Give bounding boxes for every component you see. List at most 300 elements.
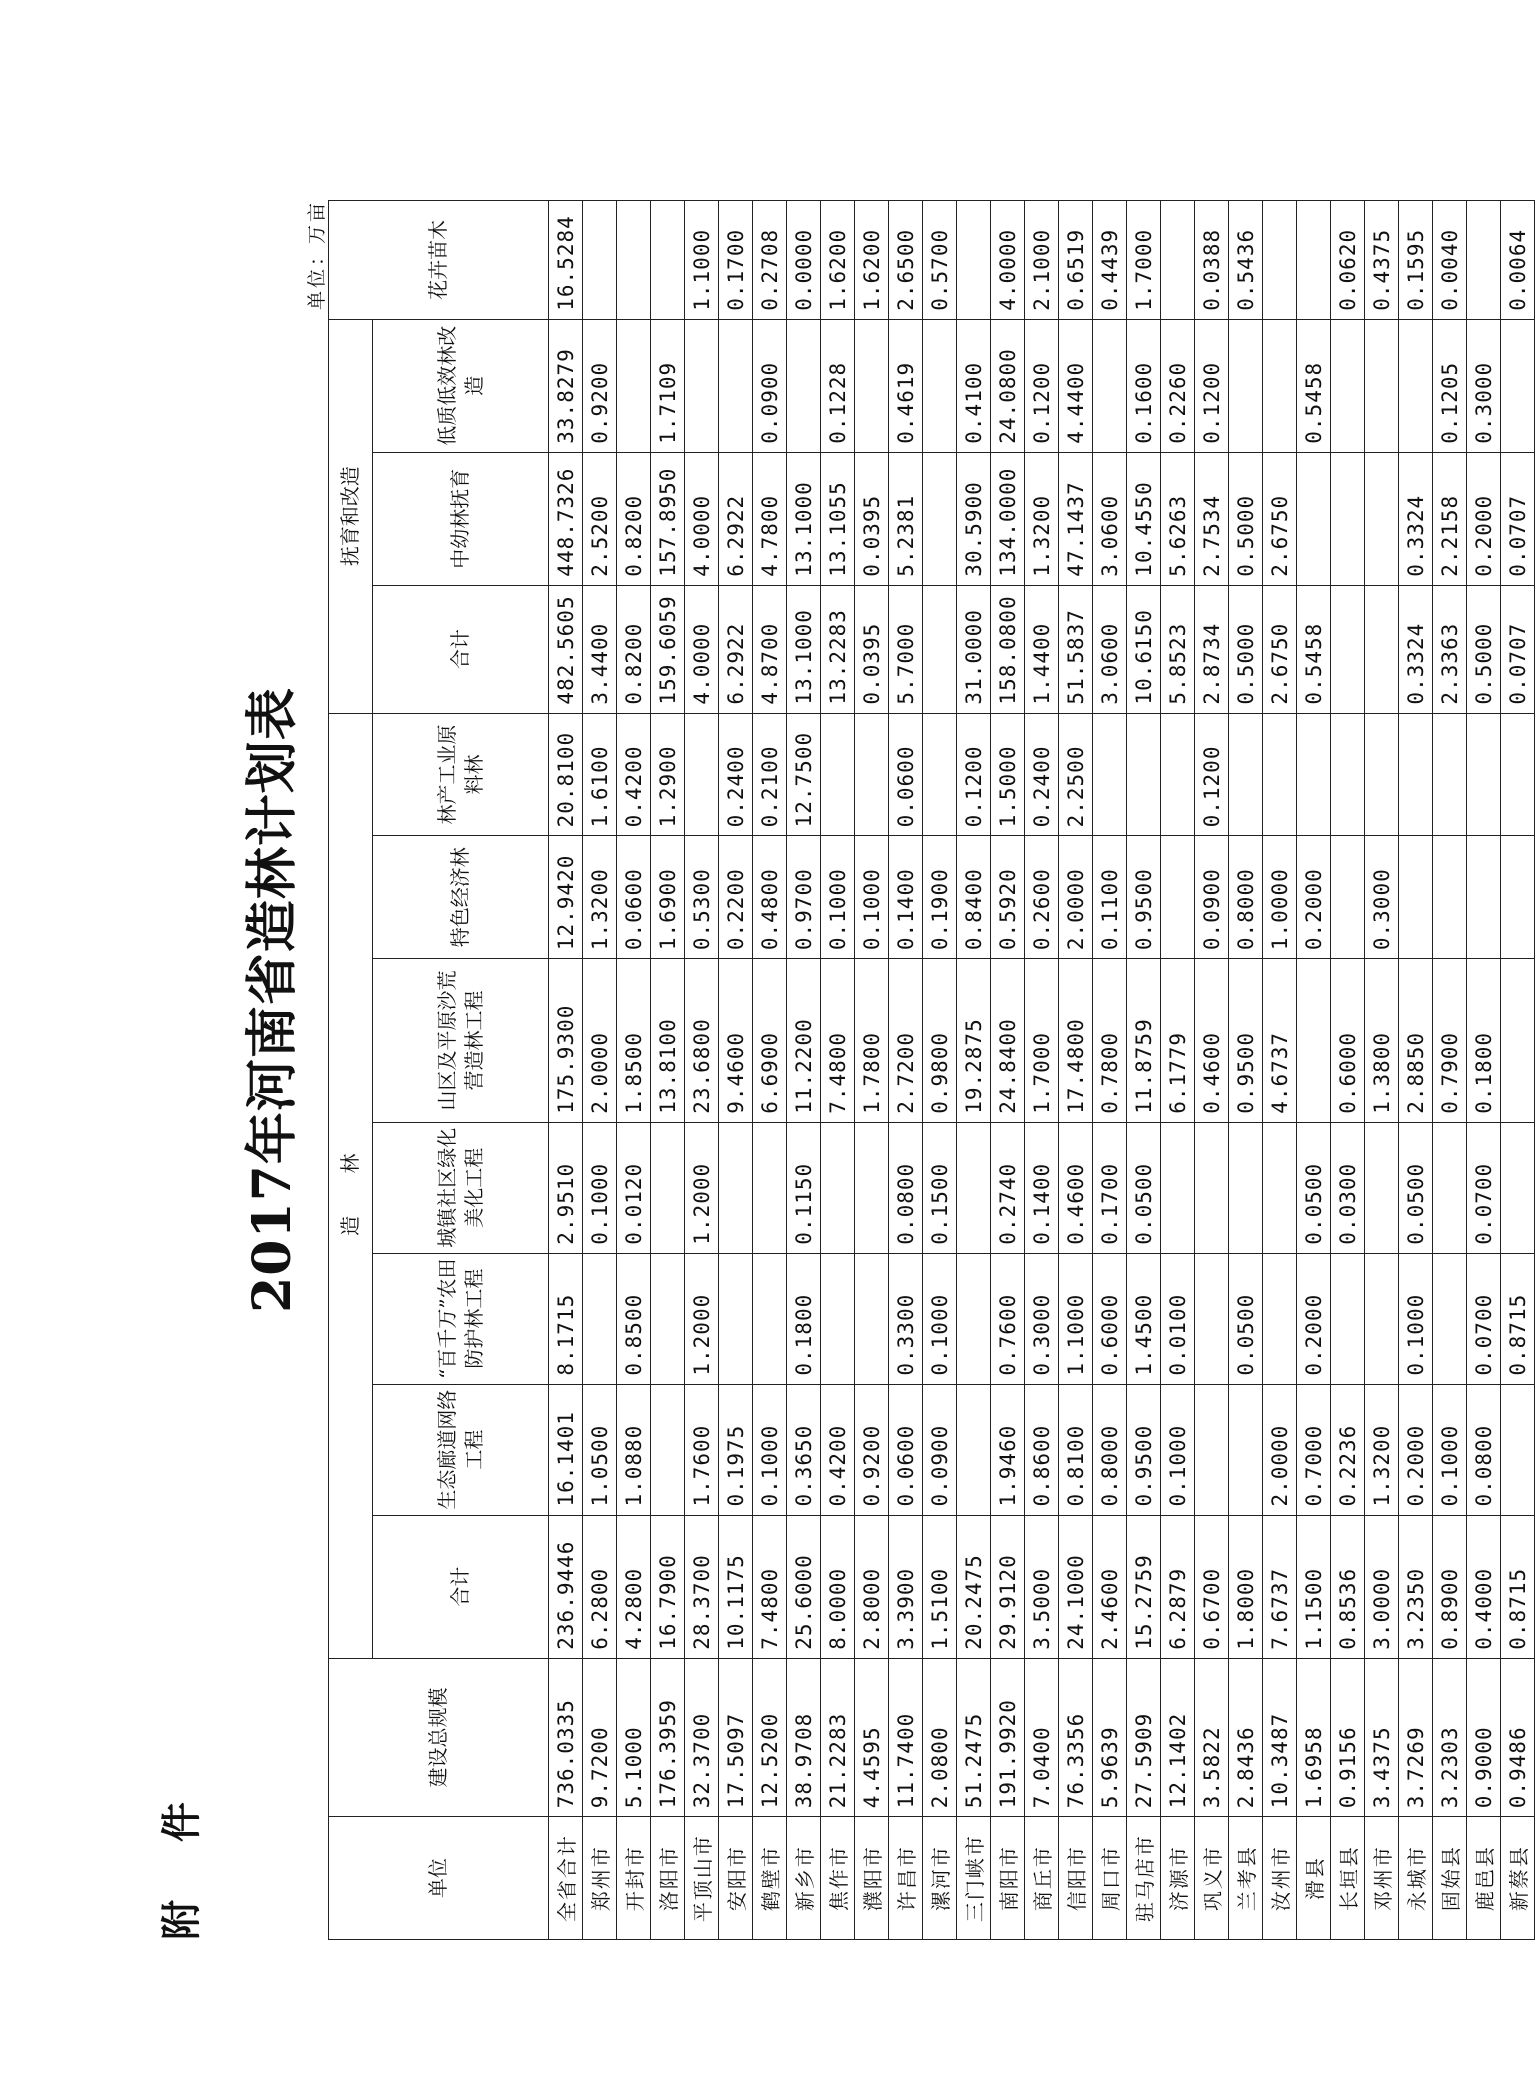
table-cell: 0.8100 [1059,1384,1093,1515]
table-cell: 0.1100 [1093,836,1127,959]
table-cell: 0.5920 [991,836,1025,959]
row-unit-name: 安阳市 [719,1817,753,1940]
table-cell: 2.0000 [583,959,617,1123]
table-cell: 3.4375 [1365,1658,1399,1817]
table-row [1433,201,1467,1940]
table-cell: 0.1595 [1399,201,1433,320]
table-cell: 0.3650 [787,1384,821,1515]
table-cell: 6.2922 [719,452,753,585]
table-cell: 0.8536 [1331,1515,1365,1658]
table-cell: 12.9420 [549,836,583,959]
row-unit-name: 新蔡县 [1501,1817,1535,1940]
table-cell: 1.0500 [583,1384,617,1515]
table-cell: 236.9446 [549,1515,583,1658]
table-cell: 51.2475 [957,1658,991,1817]
table-cell: 0.1000 [753,1384,787,1515]
table-cell [1161,201,1195,320]
table-cell: 3.3900 [889,1515,923,1658]
table-cell: 47.1437 [1059,452,1093,585]
table-cell: 0.0707 [1501,452,1535,585]
table-cell: 0.7000 [1297,1384,1331,1515]
table-cell: 0.0900 [753,319,787,452]
table-cell: 13.1055 [821,452,855,585]
table-cell: 8.0000 [821,1515,855,1658]
table-cell: 0.8400 [957,836,991,959]
table-cell: 2.6750 [1263,452,1297,585]
table-cell: 0.5300 [685,836,719,959]
table-cell: 0.4375 [1365,201,1399,320]
table-cell: 4.4595 [855,1658,889,1817]
table-cell: 191.9920 [991,1658,1025,1817]
table-row [685,201,719,1940]
table-cell: 12.1402 [1161,1658,1195,1817]
table-row [1297,201,1331,1940]
table-cell [957,1253,991,1384]
table-cell: 1.7600 [685,1384,719,1515]
header-total-scale: 建设总规模 [329,1658,549,1817]
table-cell: 0.2000 [1467,452,1501,585]
table-cell [1365,1253,1399,1384]
table-row [1501,201,1535,1940]
table-row [719,201,753,1940]
table-row [923,201,957,1940]
table-cell: 0.8200 [617,585,651,713]
table-cell: 20.8100 [549,713,583,836]
table-cell [1365,585,1399,713]
table-cell: 24.0800 [991,319,1025,452]
table-cell: 0.2708 [753,201,787,320]
table-cell: 0.0900 [1195,836,1229,959]
table-cell: 0.1000 [1433,1384,1467,1515]
table-cell: 0.4619 [889,319,923,452]
table-cell: 6.2922 [719,585,753,713]
table-cell: 0.5000 [1467,585,1501,713]
table-cell: 13.1000 [787,585,821,713]
table-cell: 16.5284 [549,201,583,320]
table-cell: 0.1400 [889,836,923,959]
table-cell [1297,452,1331,585]
table-cell: 0.8000 [1093,1384,1127,1515]
table-cell: 1.0880 [617,1384,651,1515]
table-cell: 2.6500 [889,201,923,320]
table-cell: 3.5822 [1195,1658,1229,1817]
table-cell: 0.3324 [1399,585,1433,713]
table-cell: 0.1000 [855,836,889,959]
header-unit: 单位 [329,1817,549,1940]
table-cell [923,319,957,452]
table-cell: 0.0700 [1467,1122,1501,1253]
table-cell: 0.2000 [1399,1384,1433,1515]
row-unit-name: 许昌市 [889,1817,923,1940]
table-cell [1331,452,1365,585]
table-cell [719,319,753,452]
table-cell [651,1122,685,1253]
row-unit-name: 驻马店市 [1127,1817,1161,1940]
table-cell: 1.1000 [1059,1253,1093,1384]
table-cell [1195,1253,1229,1384]
table-cell: 0.2236 [1331,1384,1365,1515]
table-cell: 10.3487 [1263,1658,1297,1817]
table-cell: 157.8950 [651,452,685,585]
table-row [617,201,651,1940]
table-cell: 1.4400 [1025,585,1059,713]
table-cell: 0.0600 [889,1384,923,1515]
table-cell: 0.9200 [583,319,617,452]
table-row [1263,201,1297,1940]
table-row [821,201,855,1940]
table-row [1467,201,1501,1940]
table-cell: 24.1000 [1059,1515,1093,1658]
table-cell [1161,836,1195,959]
table-cell: 1.7000 [1025,959,1059,1123]
table-cell [821,1122,855,1253]
table-cell: 0.7600 [991,1253,1025,1384]
table-cell: 2.7200 [889,959,923,1123]
row-unit-name: 汝州市 [1263,1817,1297,1940]
table-cell: 1.1000 [685,201,719,320]
table-cell: 0.0620 [1331,201,1365,320]
table-cell: 7.6737 [1263,1515,1297,1658]
table-cell: 0.8000 [1229,836,1263,959]
table-cell: 38.9708 [787,1658,821,1817]
table-cell: 1.4500 [1127,1253,1161,1384]
table-cell [753,1122,787,1253]
table-cell: 0.9000 [1467,1658,1501,1817]
table-cell: 2.8850 [1399,959,1433,1123]
table-cell: 0.2000 [1297,836,1331,959]
table-cell: 0.0100 [1161,1253,1195,1384]
table-cell [1331,585,1365,713]
table-cell [1501,319,1535,452]
table-cell: 1.1500 [1297,1515,1331,1658]
table-cell: 1.2000 [685,1253,719,1384]
row-unit-name: 郑州市 [583,1817,617,1940]
table-cell: 0.0000 [787,201,821,320]
table-row [787,201,821,1940]
table-cell: 736.0335 [549,1658,583,1817]
table-cell: 0.1200 [1025,319,1059,452]
table-cell: 0.4439 [1093,201,1127,320]
table-cell: 0.4000 [1467,1515,1501,1658]
table-cell: 0.0500 [1399,1122,1433,1253]
table-cell [1229,319,1263,452]
table-cell: 6.2879 [1161,1515,1195,1658]
table-row [957,201,991,1940]
table-cell: 0.9500 [1127,836,1161,959]
table-cell: 0.5000 [1229,585,1263,713]
table-cell [1229,1122,1263,1253]
table-cell: 17.4800 [1059,959,1093,1123]
table-cell [719,1122,753,1253]
table-cell [855,1253,889,1384]
table-cell [1399,319,1433,452]
table-cell: 0.4600 [1195,959,1229,1123]
table-cell [1229,1384,1263,1515]
table-cell [1161,1122,1195,1253]
table-cell [651,1253,685,1384]
table-cell: 11.8759 [1127,959,1161,1123]
table-row [549,201,583,1940]
table-cell: 0.1150 [787,1122,821,1253]
table-cell: 0.2600 [1025,836,1059,959]
row-unit-name: 濮阳市 [855,1817,889,1940]
table-cell [1161,713,1195,836]
table-cell: 482.5605 [549,585,583,713]
table-cell: 4.0000 [991,201,1025,320]
table-cell [583,201,617,320]
table-cell: 3.2303 [1433,1658,1467,1817]
table-cell [1195,1384,1229,1515]
row-unit-name: 三门峡市 [957,1817,991,1940]
table-cell: 1.2000 [685,1122,719,1253]
table-row [1161,201,1195,1940]
table-cell: 0.7800 [1093,959,1127,1123]
row-unit-name: 开封市 [617,1817,651,1940]
table-cell: 0.2100 [753,713,787,836]
table-cell [1263,201,1297,320]
table-cell: 0.9500 [1229,959,1263,1123]
attachment-label: 附 件 [158,1780,205,1940]
table-cell: 448.7326 [549,452,583,585]
table-cell: 0.7900 [1433,959,1467,1123]
table-cell: 0.0395 [855,585,889,713]
table-cell: 4.6737 [1263,959,1297,1123]
table-cell: 0.8715 [1501,1253,1535,1384]
table-cell: 5.9639 [1093,1658,1127,1817]
table-cell: 0.1000 [923,1253,957,1384]
table-cell: 0.1000 [583,1122,617,1253]
header-urban-greening: 城镇社区绿化美化工程 [373,1122,549,1253]
table-cell [1263,713,1297,836]
table-cell: 0.0395 [855,452,889,585]
table-cell [787,319,821,452]
table-cell: 31.0000 [957,585,991,713]
table-cell [855,319,889,452]
table-cell: 0.0388 [1195,201,1229,320]
row-unit-name: 信阳市 [1059,1817,1093,1940]
table-cell: 7.0400 [1025,1658,1059,1817]
header-economic-forest: 特色经济林 [373,836,549,959]
table-cell: 25.6000 [787,1515,821,1658]
table-cell: 0.1000 [1161,1384,1195,1515]
afforestation-plan-table [328,200,1535,1940]
table-row [1195,201,1229,1940]
table-cell: 16.1401 [549,1384,583,1515]
table-cell: 0.2000 [1297,1253,1331,1384]
table-cell: 0.1200 [1195,713,1229,836]
table-cell: 6.1779 [1161,959,1195,1123]
table-cell [583,1253,617,1384]
table-cell [753,1253,787,1384]
table-cell: 1.7800 [855,959,889,1123]
table-cell [1433,1122,1467,1253]
row-unit-name: 邓州市 [1365,1817,1399,1940]
table-cell [1331,713,1365,836]
header-tending-group: 抚育和改造 [329,319,373,713]
table-cell: 0.0300 [1331,1122,1365,1253]
table-cell [1195,1122,1229,1253]
table-cell: 0.6700 [1195,1515,1229,1658]
table-cell [1263,319,1297,452]
table-cell: 1.6958 [1297,1658,1331,1817]
header-mountain-plain: 山区及平原沙荒营造林工程 [373,959,549,1123]
table-cell: 0.6000 [1331,959,1365,1123]
table-cell: 0.0040 [1433,201,1467,320]
table-cell: 1.5100 [923,1515,957,1658]
table-cell: 0.1800 [787,1253,821,1384]
table-cell: 0.5000 [1229,452,1263,585]
table-cell: 1.6900 [651,836,685,959]
row-unit-name: 漯河市 [923,1817,957,1940]
table-cell: 3.0600 [1093,585,1127,713]
table-cell: 0.0120 [617,1122,651,1253]
table-cell: 2.1000 [1025,201,1059,320]
row-unit-name: 全省合计 [549,1817,583,1940]
table-cell: 6.6900 [753,959,787,1123]
table-cell: 0.0600 [889,713,923,836]
header-tend-total: 合计 [373,585,549,713]
row-unit-name: 长垣县 [1331,1817,1365,1940]
table-cell: 0.6000 [1093,1253,1127,1384]
table-cell [1093,713,1127,836]
table-cell: 159.6059 [651,585,685,713]
table-cell: 3.2350 [1399,1515,1433,1658]
table-cell [1501,713,1535,836]
table-cell: 0.8200 [617,452,651,585]
table-cell: 0.5436 [1229,201,1263,320]
table-row [1127,201,1161,1940]
table-cell: 0.0500 [1127,1122,1161,1253]
table-cell: 0.1200 [1195,319,1229,452]
table-cell: 0.3000 [1025,1253,1059,1384]
table-cell: 1.8000 [1229,1515,1263,1658]
table-cell: 0.6519 [1059,201,1093,320]
table-cell: 0.9700 [787,836,821,959]
table-cell: 0.1600 [1127,319,1161,452]
table-row [991,201,1025,1940]
table-cell: 5.1000 [617,1658,651,1817]
table-cell: 1.0000 [1263,836,1297,959]
header-young-forest-tending: 中幼林抚育 [373,452,549,585]
table-cell [1331,836,1365,959]
table-cell: 0.1205 [1433,319,1467,452]
table-cell [1433,836,1467,959]
table-cell: 2.6750 [1263,585,1297,713]
header-flower-seedling: 花卉苗木 [329,201,549,320]
table-cell: 2.0000 [1059,836,1093,959]
table-cell: 2.5200 [583,452,617,585]
row-unit-name: 滑县 [1297,1817,1331,1940]
table-cell [957,201,991,320]
header-eco-corridor: 生态廊道网络工程 [373,1384,549,1515]
row-unit-name: 鹿邑县 [1467,1817,1501,1940]
row-unit-name: 永城市 [1399,1817,1433,1940]
table-cell: 12.7500 [787,713,821,836]
table-cell: 1.3800 [1365,959,1399,1123]
table-row [651,201,685,1940]
table-cell: 0.2400 [719,713,753,836]
table-cell: 17.5097 [719,1658,753,1817]
table-cell: 0.8600 [1025,1384,1059,1515]
table-row [1365,201,1399,1940]
table-cell: 5.2381 [889,452,923,585]
table-cell [1399,836,1433,959]
table-cell [617,319,651,452]
table-cell: 4.4400 [1059,319,1093,452]
table-cell: 24.8400 [991,959,1025,1123]
table-cell: 5.7000 [889,585,923,713]
row-unit-name: 固始县 [1433,1817,1467,1940]
table-cell [719,1253,753,1384]
table-cell [685,319,719,452]
table-cell: 0.3300 [889,1253,923,1384]
table-cell: 1.6100 [583,713,617,836]
table-cell: 13.1000 [787,452,821,585]
table-cell: 2.9510 [549,1122,583,1253]
table-cell [957,1122,991,1253]
table-cell: 175.9300 [549,959,583,1123]
table-row [1093,201,1127,1940]
table-cell: 20.2475 [957,1515,991,1658]
table-cell: 5.8523 [1161,585,1195,713]
table-cell: 0.1400 [1025,1122,1059,1253]
header-farmland-shelterbelt: “百千万”农田防护林工程 [373,1253,549,1384]
table-cell: 2.4600 [1093,1515,1127,1658]
table-cell: 0.3324 [1399,452,1433,585]
table-cell [1331,1253,1365,1384]
table-cell: 23.6800 [685,959,719,1123]
table-cell: 13.8100 [651,959,685,1123]
table-cell [821,713,855,836]
table-cell: 2.8000 [855,1515,889,1658]
table-cell: 0.9500 [1127,1384,1161,1515]
table-cell: 3.0600 [1093,452,1127,585]
table-cell [1433,1253,1467,1384]
table-cell: 15.2759 [1127,1515,1161,1658]
table-cell: 4.8700 [753,585,787,713]
table-cell: 4.2800 [617,1515,651,1658]
table-cell [1365,452,1399,585]
table-row [1059,201,1093,1940]
table-cell: 1.6200 [855,201,889,320]
row-unit-name: 商丘市 [1025,1817,1059,1940]
row-unit-name: 新乡市 [787,1817,821,1940]
table-cell: 134.0000 [991,452,1025,585]
table-cell [855,713,889,836]
table-cell [651,201,685,320]
table-cell: 1.5000 [991,713,1025,836]
table-cell: 33.8279 [549,319,583,452]
table-cell [1127,713,1161,836]
row-unit-name: 洛阳市 [651,1817,685,1940]
table-cell: 1.7109 [651,319,685,452]
table-cell: 0.5458 [1297,319,1331,452]
table-cell: 29.9120 [991,1515,1025,1658]
table-cell: 3.5000 [1025,1515,1059,1658]
table-cell [1501,1384,1535,1515]
table-cell: 0.1000 [1399,1253,1433,1384]
row-unit-name: 济源市 [1161,1817,1195,1940]
table-cell [1365,1122,1399,1253]
table-row [1025,201,1059,1940]
table-cell [1365,713,1399,836]
table-cell: 0.0800 [889,1122,923,1253]
table-cell: 0.1700 [1093,1122,1127,1253]
table-cell: 9.7200 [583,1658,617,1817]
table-cell: 9.4600 [719,959,753,1123]
table-cell: 7.4800 [821,959,855,1123]
table-cell: 0.9200 [855,1384,889,1515]
